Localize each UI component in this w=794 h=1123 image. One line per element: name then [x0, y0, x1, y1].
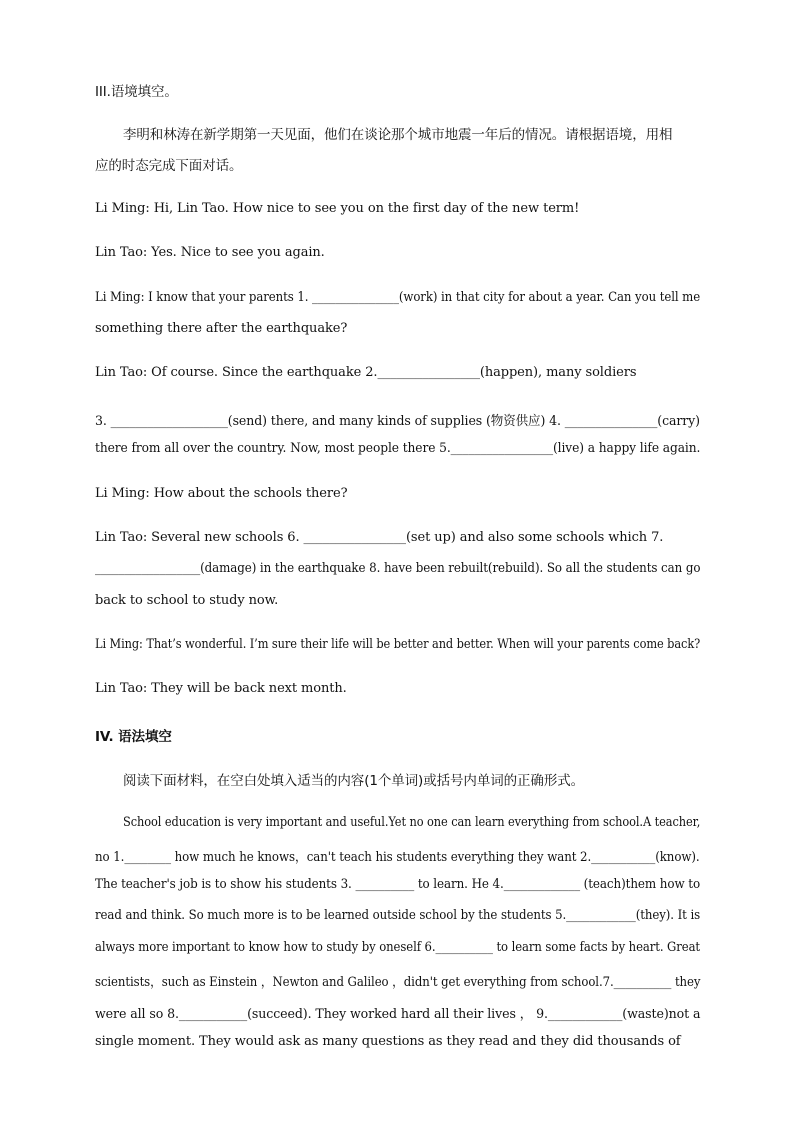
section-3-intro-line-2: 应的时态完成下面对话。 [95, 158, 243, 174]
dialogue-line: __________________(damage) in the earthquake 8. have been rebuilt(rebuild). So all the students can go [95, 561, 701, 576]
dialogue-line: Lin Tao: They will be back next month. [95, 681, 347, 696]
dialogue-line: 3. ___________________(send) there, and many kinds of supplies (物资供应) 4. _______________(carry) [95, 414, 700, 429]
section-3-heading: III.语境填空。 [95, 84, 178, 100]
dialogue-line: Li Ming: How about the schools there? [95, 486, 348, 501]
dialogue-line: Li Ming: Hi, Lin Tao. How nice to see you on the first day of the new term! [95, 201, 580, 216]
section-4-instruction: 阅读下面材料，在空白处填入适当的内容(1个单词)或括号内单词的正确形式。 [123, 773, 585, 789]
passage-line: The teacher's job is to show his students 3. __________ to learn. He 4._____________ (teach)them how to [95, 877, 701, 892]
passage-line: were all so 8.___________(succeed). They worked hard all their lives ， 9.____________(waste)not a [95, 1007, 701, 1022]
section-4-heading: IV. 语法填空 [95, 729, 172, 745]
dialogue-line: Lin Tao: Yes. Nice to see you again. [95, 245, 325, 260]
dialogue-line: Lin Tao: Several new schools 6. ________________(set up) and also some schools which 7. [95, 530, 664, 545]
dialogue-line: there from all over the country. Now, most people there 5._________________(live) a happy life again. [95, 441, 701, 456]
passage-line: read and think. So much more is to be learned outside school by the students 5.____________(they). It is [95, 908, 701, 923]
dialogue-line: something there after the earthquake? [95, 321, 348, 336]
passage-line: single moment. They would ask as many questions as they read and they did thousands of [95, 1034, 681, 1049]
dialogue-line: back to school to study now. [95, 593, 279, 608]
passage-line: no 1.________ how much he knows，can't teach his students everything they want 2.___________(know). [95, 850, 700, 865]
passage-line: always more important to know how to study by oneself 6.__________ to learn some facts by heart. Great [95, 940, 701, 955]
dialogue-line: Li Ming: That’s wonderful. I’m sure their life will be better and better. When will your parents come back? [95, 637, 701, 652]
passage-line: School education is very important and useful.Yet no one can learn everything from school.A teacher, [123, 815, 701, 830]
dialogue-line: Li Ming: I know that your parents 1. _______________(work) in that city for about a year. Can you tell me [95, 290, 701, 305]
section-3-intro-line-1: 李明和林涛在新学期第一天见面，他们在谈论那个城市地震一年后的情况。请根据语境，用相 [123, 127, 673, 143]
dialogue-line: Lin Tao: Of course. Since the earthquake 2.________________(happen), many soldiers [95, 365, 637, 380]
passage-line: scientists，such as Einstein ，Newton and Galileo ，didn't get everything from school.7.__________ they [95, 975, 701, 990]
